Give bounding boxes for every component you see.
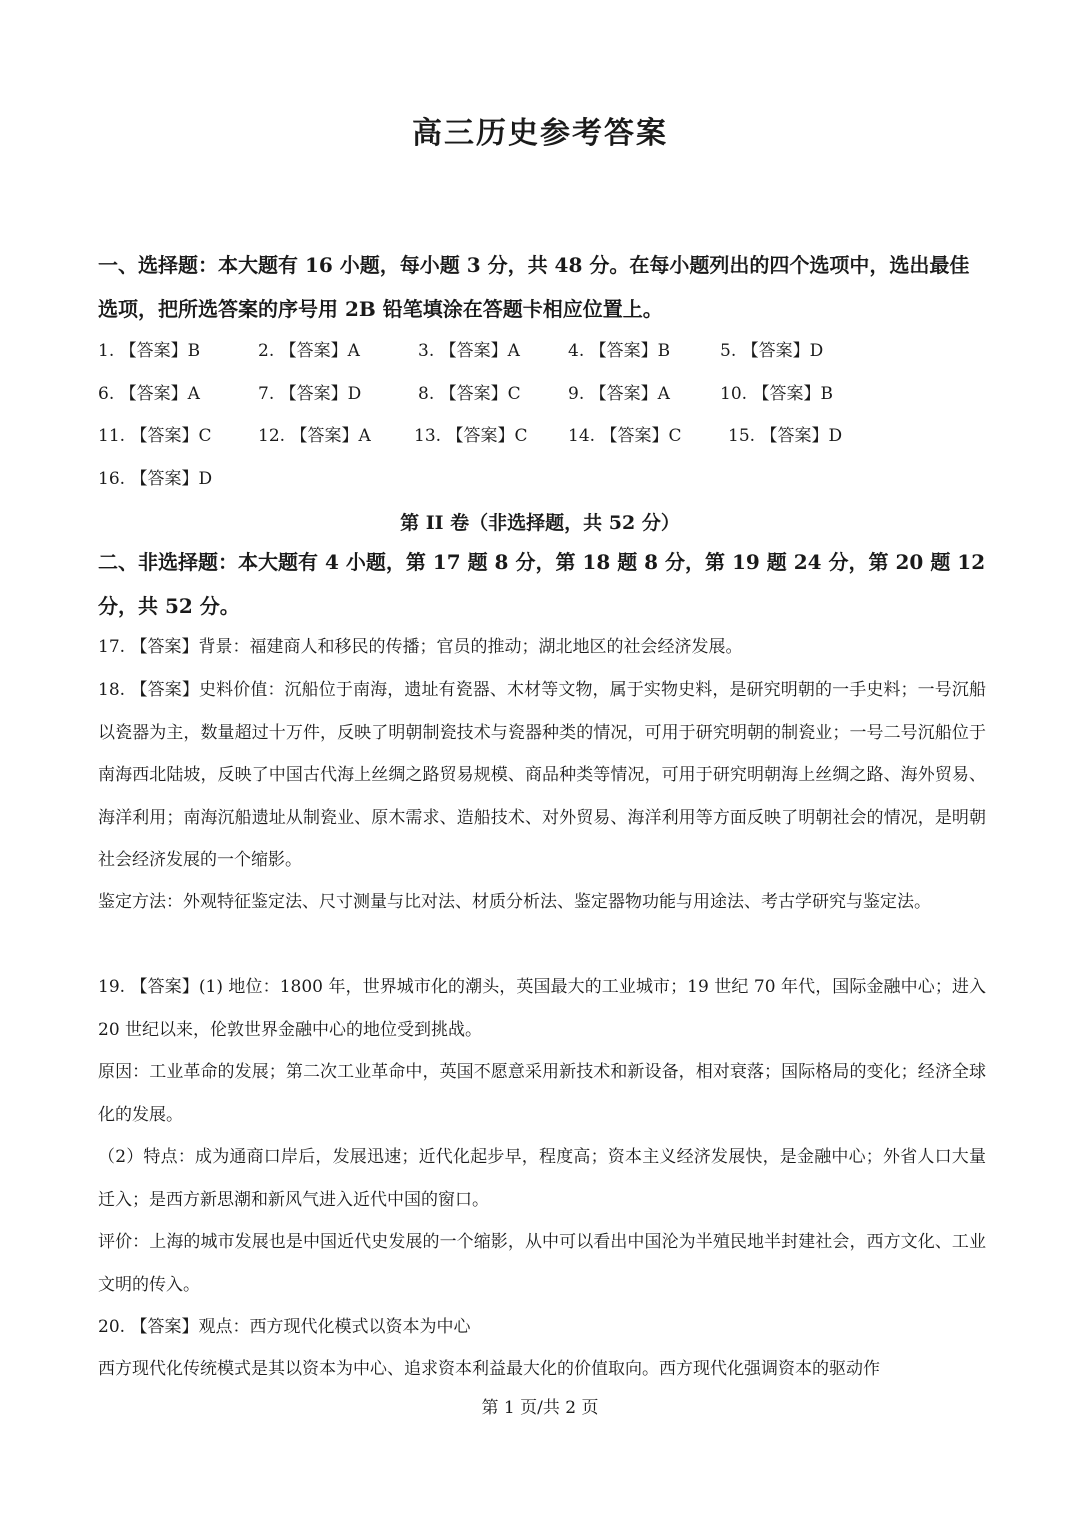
section1-heading: 一、选择题：本大题有 16 小题，每小题 3 分，共 48 分。在每小题列出的四个选项中，选出最佳选项，把所选答案的序号用 2B 铅笔填涂在答题卡相应位置上。 <box>98 253 970 321</box>
mc-answer: 14. 【答案】C <box>568 426 682 446</box>
mc-row <box>98 379 988 409</box>
mc-answer: 13. 【答案】C <box>414 426 528 446</box>
answer-18-method: 鉴定方法：外观特征鉴定法、尺寸测量与比对法、材质分析法、鉴定器物功能与用途法、考古学研究与鉴定法。 <box>98 892 931 912</box>
answer-20: 20. 【答案】观点：西方现代化模式以资本为中心 <box>98 1317 471 1337</box>
mc-answer: 5. 【答案】D <box>720 341 824 361</box>
mc-answer: 2. 【答案】A <box>258 341 360 361</box>
answer-18: 18. 【答案】史料价值：沉船位于南海，遗址有瓷器、木材等文物，属于实物史料，是研究明朝的一手史料；一号沉船以瓷器为主，数量超过十万件，反映了明朝制瓷技术与瓷器种类的情况，可用于研究明朝的制瓷业；一号二号沉船位于南海西北陆坡，反映了中国古代海上丝绸之路贸易规模、商品种类等情况，可用于研究明朝海上丝绸之路、海外贸易、海洋利用；南海沉船遗址从制瓷业、原木需求、造船技术、对外贸易、海洋利用等方面反映了明朝社会的情况，是明朝社会经济发展的一个缩影。 <box>98 680 986 870</box>
answer-19-part2: （2）特点：成为通商口岸后，发展迅速；近代化起步早，程度高；资本主义经济发展快，是金融中心；外省人口大量迁入；是西方新思潮和新风气进入近代中国的窗口。 <box>98 1147 986 1210</box>
mc-row <box>98 336 988 366</box>
answer-20-continued: 西方现代化传统模式是其以资本为中心、追求资本利益最大化的价值取向。西方现代化强调资本的驱动作 <box>98 1359 880 1379</box>
mc-answer: 4. 【答案】B <box>568 341 671 361</box>
page-title: 高三历史参考答案 <box>412 116 668 151</box>
mc-answer: 10. 【答案】B <box>720 384 833 404</box>
mc-answer: 9. 【答案】A <box>568 384 670 404</box>
section2-heading: 二、非选择题：本大题有 4 小题，第 17 题 8 分，第 18 题 8 分，第 19 题 24 分，第 20 题 12 分，共 52 分。 <box>98 550 986 618</box>
mc-answer: 1. 【答案】B <box>98 341 201 361</box>
mc-answer: 15. 【答案】D <box>728 426 843 446</box>
mc-row <box>98 421 988 451</box>
answer-19-part1: 19. 【答案】(1) 地位：1800 年，世界城市化的潮头，英国最大的工业城市；19 世纪 70 年代，国际金融中心；进入 20 世纪以来，伦敦世界金融中心的地位受到挑战。 <box>98 977 986 1040</box>
mc-answer: 6. 【答案】A <box>98 384 200 404</box>
mc-answer: 16. 【答案】D <box>98 469 213 489</box>
mc-answer: 8. 【答案】C <box>418 384 521 404</box>
part2-title: 第 II 卷（非选择题，共 52 分） <box>400 512 680 534</box>
answer-19-reason: 原因：工业革命的发展；第二次工业革命中，英国不愿意采用新技术和新设备，相对衰落；国际格局的变化；经济全球化的发展。 <box>98 1062 986 1125</box>
mc-answer: 12. 【答案】A <box>258 426 371 446</box>
mc-answer: 11. 【答案】C <box>98 426 212 446</box>
answer-17: 17. 【答案】背景：福建商人和移民的传播；官员的推动；湖北地区的社会经济发展。 <box>98 637 743 657</box>
answer-19-evaluation: 评价：上海的城市发展也是中国近代史发展的一个缩影，从中可以看出中国沦为半殖民地半封建社会，西方文化、工业文明的传入。 <box>98 1232 986 1295</box>
mc-row <box>98 464 988 494</box>
mc-answer: 3. 【答案】A <box>418 341 520 361</box>
page-footer: 第 1 页/共 2 页 <box>481 1398 599 1418</box>
mc-answer: 7. 【答案】D <box>258 384 362 404</box>
